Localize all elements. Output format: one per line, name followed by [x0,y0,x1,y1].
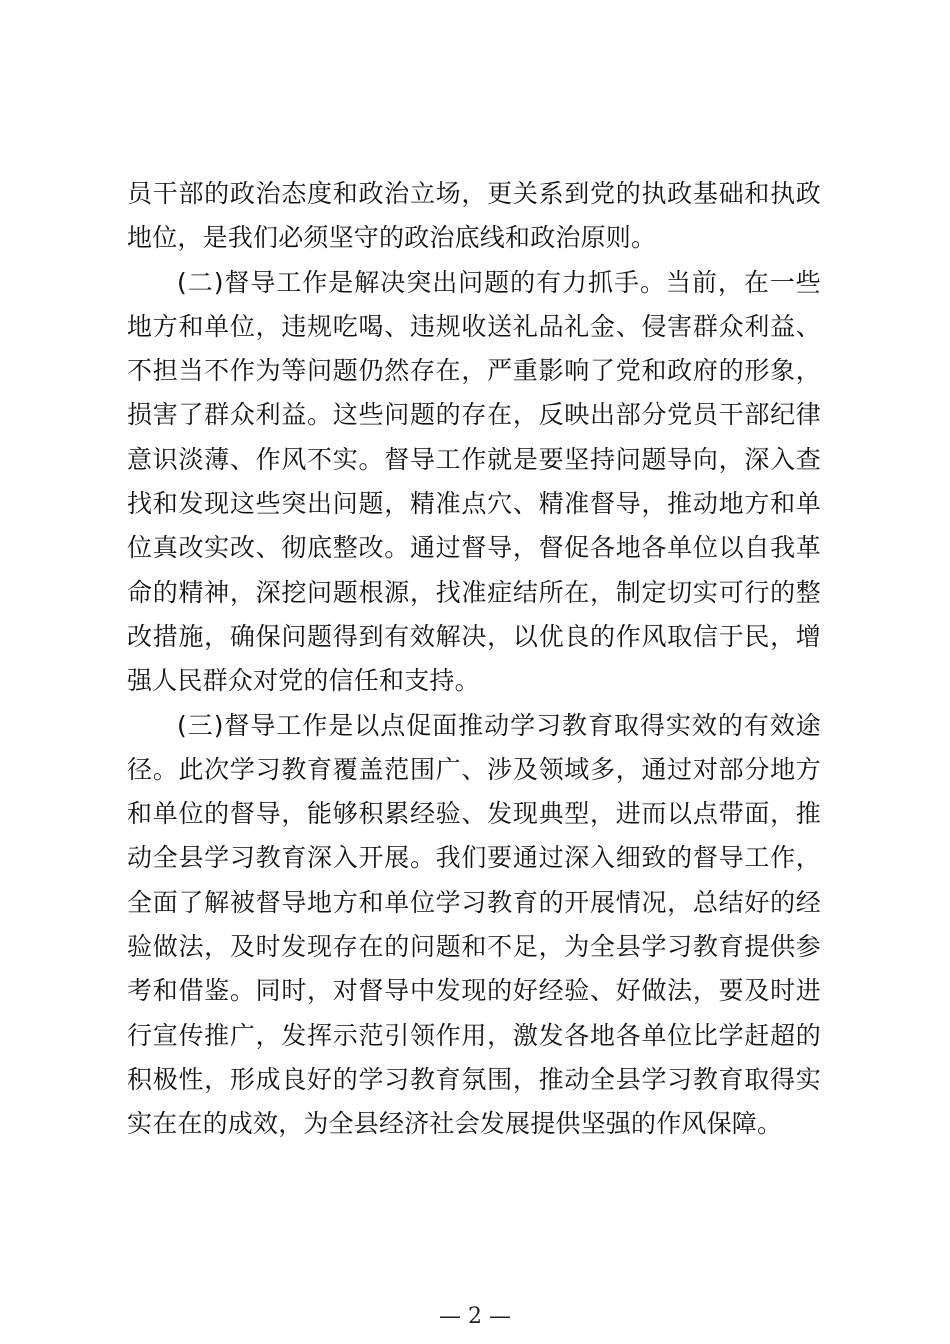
page-number: — 2 — [439,1304,511,1329]
paragraph-1: 员干部的政治态度和政治立场，更关系到党的执政基础和执政地位，是我们必须坚守的政治底线和政治原则。 [127,179,821,253]
body-text [127,172,821,1147]
paragraph-2: (二)督导工作是解决突出问题的有力抓手。当前，在一些地方和单位，违规吃喝、违规收送礼品礼金、侵害群众利益、不担当不作为等问题仍然存在，严重影响了党和政府的形象，损害了群众利益。这些问题的存在，反映出部分党员干部纪律意识淡薄、作风不实。督导工作就是要坚持问题导向，深入查找和发现这些突出问题，精准点穴、精准督导，推动地方和单位真改实改、彻底整改。通过督导，督促各地各单位以自我革命的精神，深挖问题根源，找准症结所在，制定切实可行的整改措施，确保问题得到有效解决，以优良的作风取信于民，增强人民群众对党的信任和支持。 [127,267,821,696]
paragraph-3: (三)督导工作是以点促面推动学习教育取得实效的有效途径。此次学习教育覆盖范围广、涉及领域多，通过对部分地方和单位的督导，能够积累经验、发现典型，进而以点带面，推动全县学习教育深入开展。我们要通过深入细致的督导工作，全面了解被督导地方和单位学习教育的开展情况，总结好的经验做法，及时发现存在的问题和不足，为全县学习教育提供参考和借鉴。同时，对督导中发现的好经验、好做法，要及时进行宣传推广，发挥示范引领作用，激发各地各单位比学赶超的积极性，形成良好的学习教育氛围，推动全县学习教育取得实实在在的成效，为全县经济社会发展提供坚强的作风保障。 [127,710,821,1139]
